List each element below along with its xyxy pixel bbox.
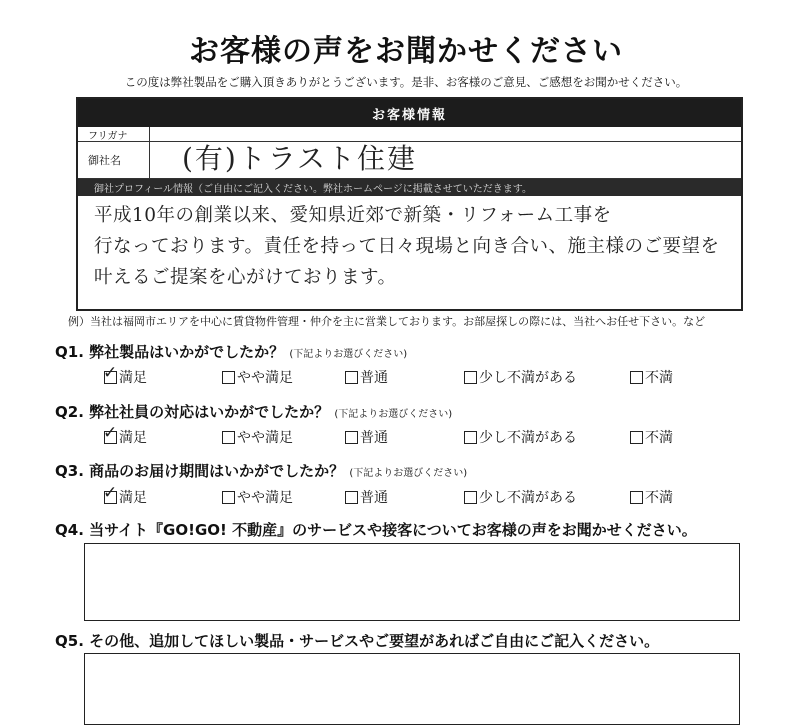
customer-info-section (76, 97, 743, 311)
checkbox[interactable] (630, 491, 643, 504)
q2-option-dissatisfied[interactable]: 不満 (630, 427, 673, 447)
q2-option-satisfied[interactable]: ✓ 満足 (103, 422, 147, 446)
checkbox[interactable] (345, 431, 358, 444)
checkbox[interactable] (222, 491, 235, 504)
checkbox[interactable] (630, 371, 643, 384)
q3-option-dissatisfied[interactable]: 不満 (630, 487, 673, 507)
checkbox[interactable] (345, 491, 358, 504)
q1-option-neutral[interactable]: 普通 (345, 367, 388, 387)
q1-option-somewhat-dissatisfied[interactable]: 少し不満がある (464, 367, 577, 387)
company-row (78, 142, 741, 179)
customer-info-header: お客様情報 (78, 99, 741, 127)
q5-answer-field[interactable] (84, 653, 740, 725)
checkbox[interactable] (345, 371, 358, 384)
profile-line: 平成10年の創業以来、愛知県近郊で新築・リフォーム工事を (94, 205, 612, 226)
checkbox[interactable] (464, 371, 477, 384)
profile-header: 御社プロフィール情報（ご自由にご記入ください。弊社ホームページに掲載させていただきます。 (78, 179, 741, 196)
example-text: 例）当社は福岡市エリアを中心に賃貸物件管理・仲介を主に営業しております。お部屋探しの際には、当社へお任せ下さい。など (68, 315, 706, 328)
q1-option-dissatisfied[interactable]: 不満 (630, 367, 673, 387)
checkbox[interactable] (103, 482, 118, 504)
q2-option-somewhat-satisfied[interactable]: やや満足 (222, 427, 293, 447)
q1-option-somewhat-satisfied[interactable]: やや満足 (222, 367, 293, 387)
q3-option-neutral[interactable]: 普通 (345, 487, 388, 507)
q3-label: Q3. 商品のお届け期間はいかがでしたか？ (下記よりお選びください) (55, 462, 468, 480)
page-title: お客様の声をお聞かせください (189, 34, 623, 69)
furigana-row (78, 127, 741, 142)
q3-option-somewhat-satisfied[interactable]: やや満足 (222, 487, 293, 507)
checkbox[interactable] (464, 431, 477, 444)
check-mark-icon: ✓ (103, 362, 118, 383)
furigana-label: フリガナ (78, 127, 150, 141)
checkbox[interactable] (630, 431, 643, 444)
checkbox[interactable] (103, 362, 118, 384)
q4-answer-field[interactable] (84, 543, 740, 621)
checkbox[interactable] (464, 491, 477, 504)
checkbox[interactable] (103, 422, 118, 444)
profile-line: 叶えるご提案を心がけております。 (94, 267, 397, 288)
q4-label: Q4. 当サイト『GO!GO! 不動産』のサービスや接客についてお客様の声をお聞かせください。 (55, 521, 697, 539)
checkbox[interactable] (222, 431, 235, 444)
check-mark-icon: ✓ (103, 422, 118, 443)
q3-option-satisfied[interactable]: ✓ 満足 (103, 482, 147, 506)
profile-line: 行なっております。責任を持って日々現場と向き合い、施主様のご要望を (94, 236, 720, 257)
q1-option-satisfied[interactable]: ✓ 満足 (103, 362, 147, 386)
checkbox[interactable] (222, 371, 235, 384)
profile-text-field[interactable] (78, 196, 741, 293)
q2-label: Q2. 弊社社員の対応はいかがでしたか？ (下記よりお選びください) (55, 403, 453, 421)
company-name-field[interactable]: (有)トラスト住建 (182, 142, 418, 175)
company-label: 御社名 (78, 142, 150, 178)
furigana-field[interactable] (150, 127, 741, 141)
q1-label: Q1. 弊社製品はいかがでしたか？ (下記よりお選びください) (55, 343, 408, 361)
check-mark-icon: ✓ (103, 482, 118, 503)
q2-option-neutral[interactable]: 普通 (345, 427, 388, 447)
intro-text: この度は弊社製品をご購入頂きありがとうございます。是非、お客様のご意見、ご感想をお聞かせください。 (124, 75, 688, 89)
q3-option-somewhat-dissatisfied[interactable]: 少し不満がある (464, 487, 577, 507)
q2-option-somewhat-dissatisfied[interactable]: 少し不満がある (464, 427, 577, 447)
q5-label: Q5. その他、追加してほしい製品・サービスやご要望があればご自由にご記入ください。 (55, 632, 660, 650)
